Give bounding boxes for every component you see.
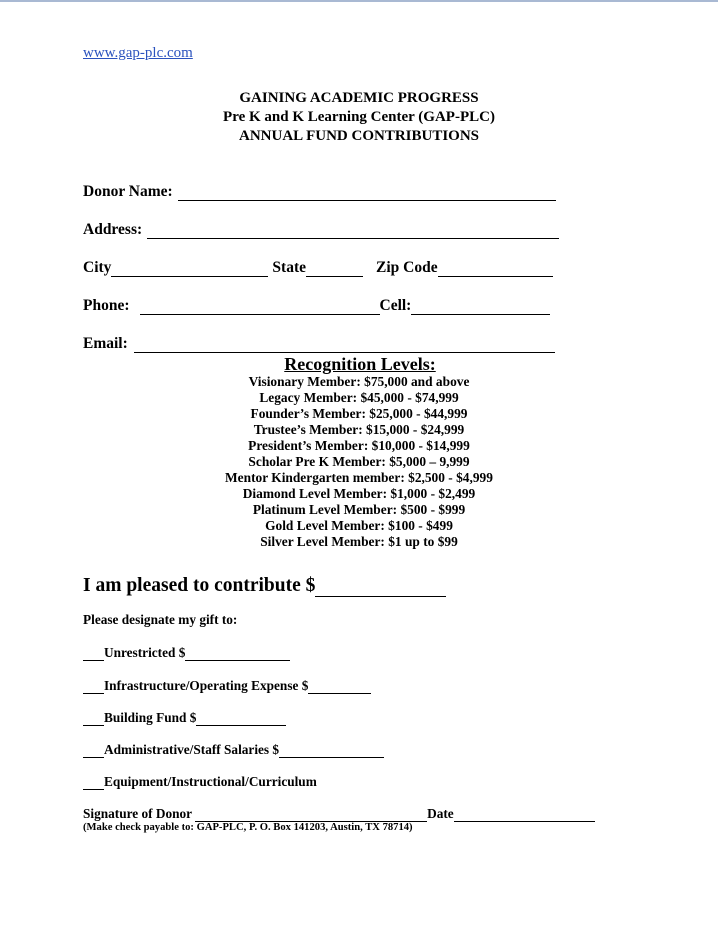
document-header: [0, 89, 718, 146]
recognition-levels: [0, 354, 718, 550]
donor-name-field[interactable]: [178, 186, 556, 201]
recognition-title: Recognition Levels:: [284, 354, 436, 374]
phone-field[interactable]: [140, 300, 380, 315]
gift-amount-field[interactable]: [196, 713, 286, 726]
contribute-label: I am pleased to contribute $: [83, 575, 316, 596]
state-field[interactable]: [306, 262, 363, 277]
state-label: State: [272, 259, 306, 276]
phone-cell-row: [83, 297, 550, 315]
recognition-level: Platinum Level Member: $500 - $999: [252, 502, 466, 517]
gift-check-blank[interactable]: [83, 777, 104, 790]
top-border: [0, 0, 718, 2]
website-link[interactable]: www.gap-plc.com: [83, 45, 193, 61]
gift-check-blank[interactable]: [83, 713, 104, 726]
gift-check-blank[interactable]: [83, 745, 104, 758]
cell-field[interactable]: [411, 300, 550, 315]
gift-option-admin-salaries: [83, 742, 384, 758]
recognition-level: Diamond Level Member: $1,000 - $2,499: [242, 486, 476, 501]
gift-check-blank[interactable]: [83, 648, 104, 661]
contribute-amount-field[interactable]: [315, 580, 446, 597]
recognition-level: Gold Level Member: $100 - $499: [265, 518, 453, 533]
gift-amount-field[interactable]: [279, 745, 384, 758]
address-row: [83, 221, 559, 239]
zip-code-label: Zip Code: [376, 259, 438, 276]
payable-note: (Make check payable to: GAP-PLC, P. O. Box 141203, Austin, TX 78714): [83, 822, 413, 833]
header-org-name: GAINING ACADEMIC PROGRESS: [239, 90, 479, 106]
gift-amount-field[interactable]: [185, 648, 290, 661]
signature-row: [83, 806, 595, 822]
recognition-level: Founder’s Member: $25,000 - $44,999: [250, 406, 468, 421]
gift-option-building-fund: [83, 710, 286, 726]
gift-label: Infrastructure/Operating Expense $: [104, 678, 309, 693]
header-form-title: ANNUAL FUND CONTRIBUTIONS: [238, 128, 480, 144]
contribute-row: [83, 575, 446, 597]
date-field[interactable]: [454, 809, 595, 822]
gift-label: Unrestricted $: [104, 645, 186, 660]
recognition-level: Scholar Pre K Member: $5,000 – 9,999: [248, 454, 470, 469]
donor-name-row: [83, 183, 556, 201]
gift-label: Building Fund $: [104, 710, 197, 725]
email-label: Email:: [83, 335, 128, 352]
gift-option-unrestricted: [83, 645, 290, 661]
date-label: Date: [427, 806, 454, 821]
city-field[interactable]: [111, 262, 268, 277]
donor-name-label: Donor Name:: [83, 183, 173, 200]
recognition-level: Trustee’s Member: $15,000 - $24,999: [253, 422, 465, 437]
gift-label: Administrative/Staff Salaries $: [104, 742, 280, 757]
gift-option-infrastructure: [83, 678, 371, 694]
signature-label: Signature of Donor: [83, 806, 193, 821]
email-row: [83, 335, 555, 353]
zip-code-field[interactable]: [438, 262, 553, 277]
address-field[interactable]: [147, 224, 559, 239]
header-center-name: Pre K and K Learning Center (GAP-PLC): [223, 109, 495, 125]
recognition-level: Legacy Member: $45,000 - $74,999: [259, 390, 459, 405]
email-field[interactable]: [134, 338, 555, 353]
gift-amount-field[interactable]: [308, 681, 371, 694]
city-label: City: [83, 259, 112, 276]
signature-field[interactable]: [195, 809, 427, 822]
recognition-level: President’s Member: $10,000 - $14,999: [248, 438, 470, 453]
recognition-level: Mentor Kindergarten member: $2,500 - $4,999: [225, 470, 493, 485]
cell-label: Cell:: [379, 297, 412, 314]
recognition-level: Silver Level Member: $1 up to $99: [260, 534, 458, 549]
gift-check-blank[interactable]: [83, 681, 104, 694]
gift-label: Equipment/Instructional/Curriculum: [104, 774, 317, 789]
designate-label: Please designate my gift to:: [83, 612, 238, 627]
address-label: Address:: [83, 221, 143, 238]
city-state-zip-row: [83, 259, 553, 277]
gift-option-equipment: [83, 774, 317, 790]
recognition-level: Visionary Member: $75,000 and above: [248, 374, 470, 389]
phone-label: Phone:: [83, 297, 130, 314]
